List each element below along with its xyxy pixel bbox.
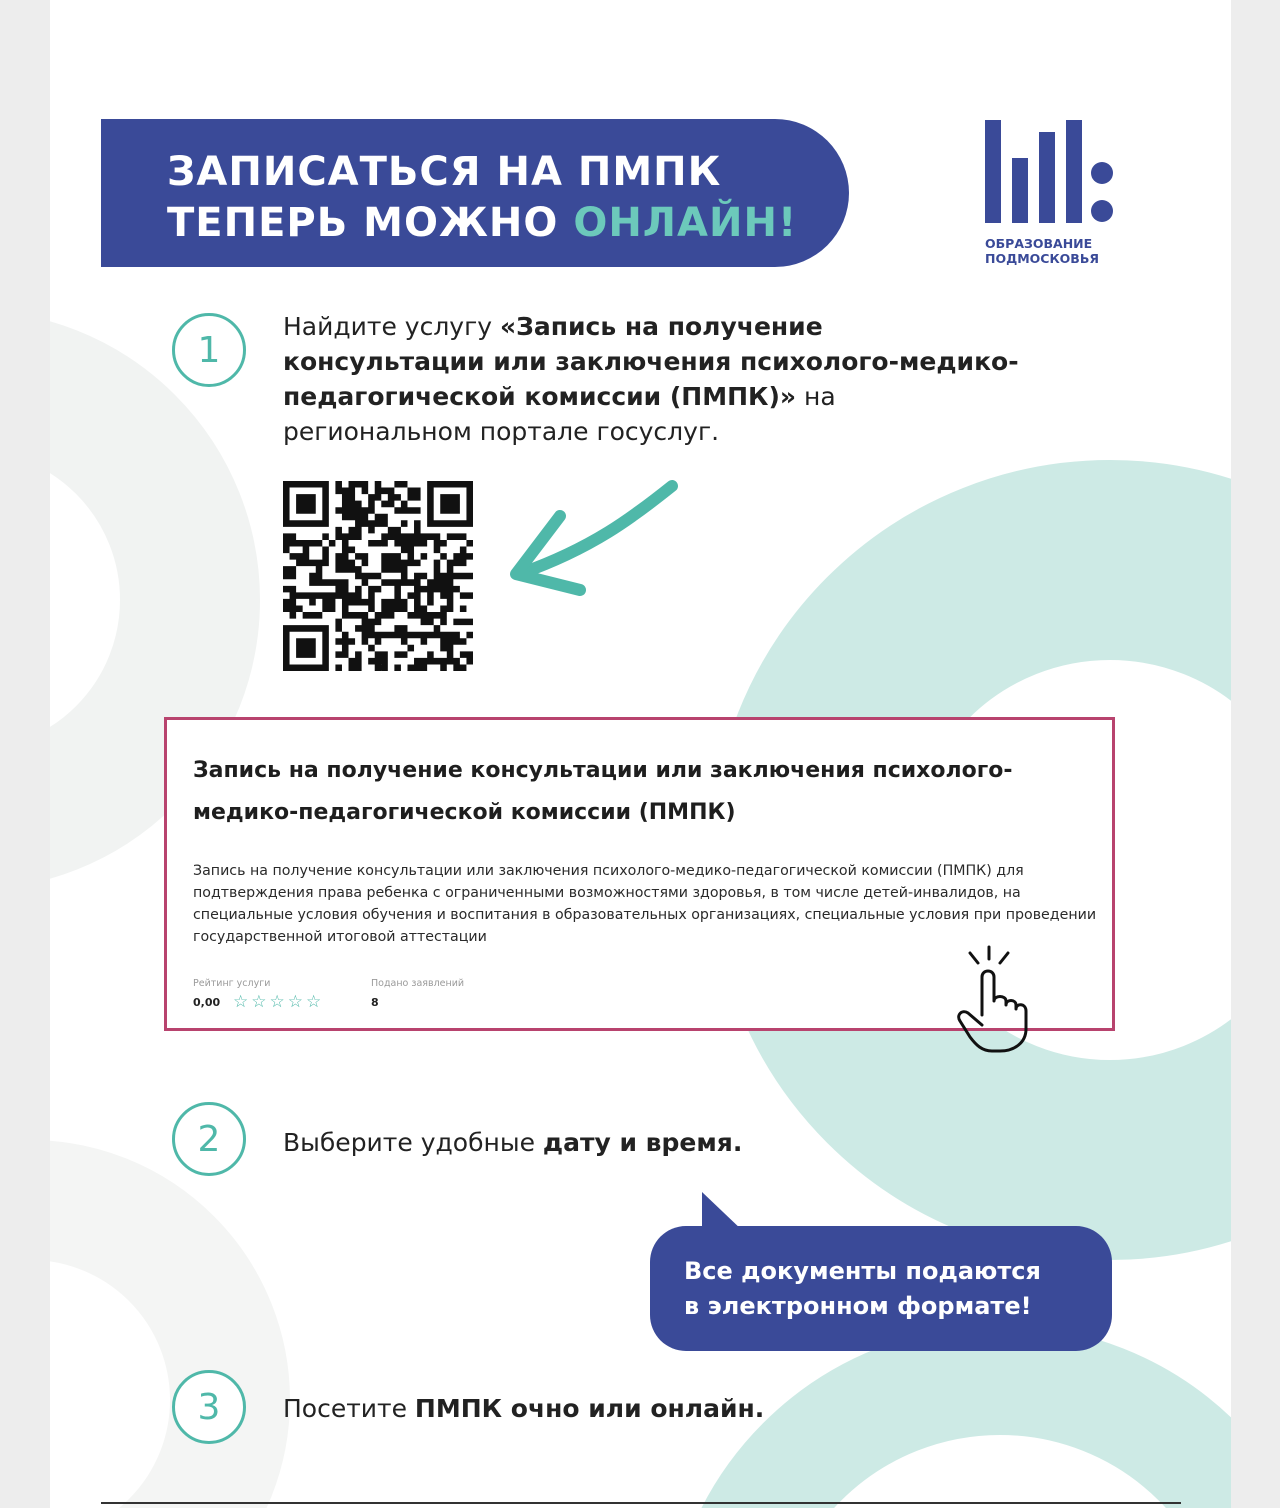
step-2-bold: дату и время. [542,1128,743,1157]
step-1-suffix: на региональном портале госуслуг. [283,382,836,446]
rating-label: Рейтинг услуги [193,978,271,989]
speech-bubble-text [684,1254,1041,1324]
step-1-number: 1 [197,329,221,371]
banner-line-2-prefix: ТЕПЕРЬ МОЖНО [167,200,574,246]
applications-value: 8 [371,996,379,1009]
logo-caption [985,236,1125,266]
banner-line-1: ЗАПИСАТЬСЯ НА ПМПК [167,149,722,195]
speech-bubble [650,1226,1112,1351]
arrow-icon [502,478,682,608]
speech-bubble-line2: в электронном формате! [684,1292,1032,1320]
step-2-text [283,1125,1083,1160]
logo-caption-line1: ОБРАЗОВАНИЕ [985,236,1093,251]
qr-code-icon[interactable] [283,481,473,671]
applications-label: Подано заявлений [371,978,465,989]
step-3-circle [172,1370,246,1444]
step-3-bold: ПМПК очно или онлайн. [414,1394,765,1423]
step-2-number: 2 [197,1118,221,1160]
banner-line-2 [167,200,797,246]
service-card-title[interactable]: Запись на получение консультации или заключения психолого-медико-педагогической комиссии (ПМПК) [193,758,1013,825]
header-banner [101,119,849,267]
service-card[interactable] [164,717,1115,1031]
poster [50,0,1231,1508]
step-1-prefix: Найдите услугу [283,312,500,341]
step-3-text [283,1391,1083,1426]
step-3-prefix: Посетите [283,1394,415,1423]
step-1-text [283,309,1023,449]
bottom-divider [101,1502,1181,1504]
rating-stars[interactable]: ☆☆☆☆☆ [233,992,325,1012]
pointer-hand-icon [952,943,1032,1053]
step-2-circle [172,1102,246,1176]
service-card-description: Запись на получение консультации или заключения психолого-медико-педагогической комиссии (ПМПК) для подтверждения права ребенка с ограниченными возможностями здоровья, в том числе детей-инвалидов, на специальные условия обучения и воспитания в образовательных организациях, специальные условия при проведении государственной итоговой аттестации [193,863,1097,945]
step-1-service-name: «Запись на получение консультации или заключения психолого-медико-педагогической комиссии (ПМПК)» [283,312,1019,411]
step-1-circle [172,313,246,387]
step-3-number: 3 [197,1386,221,1428]
banner-accent-online: ОНЛАЙН! [573,200,798,246]
rating-value: 0,00 [193,996,221,1009]
speech-bubble-line1: Все документы подаются [684,1257,1041,1285]
step-2-prefix: Выберите удобные [283,1128,543,1157]
logo-caption-line2: ПОДМОСКОВЬЯ [985,251,1099,266]
